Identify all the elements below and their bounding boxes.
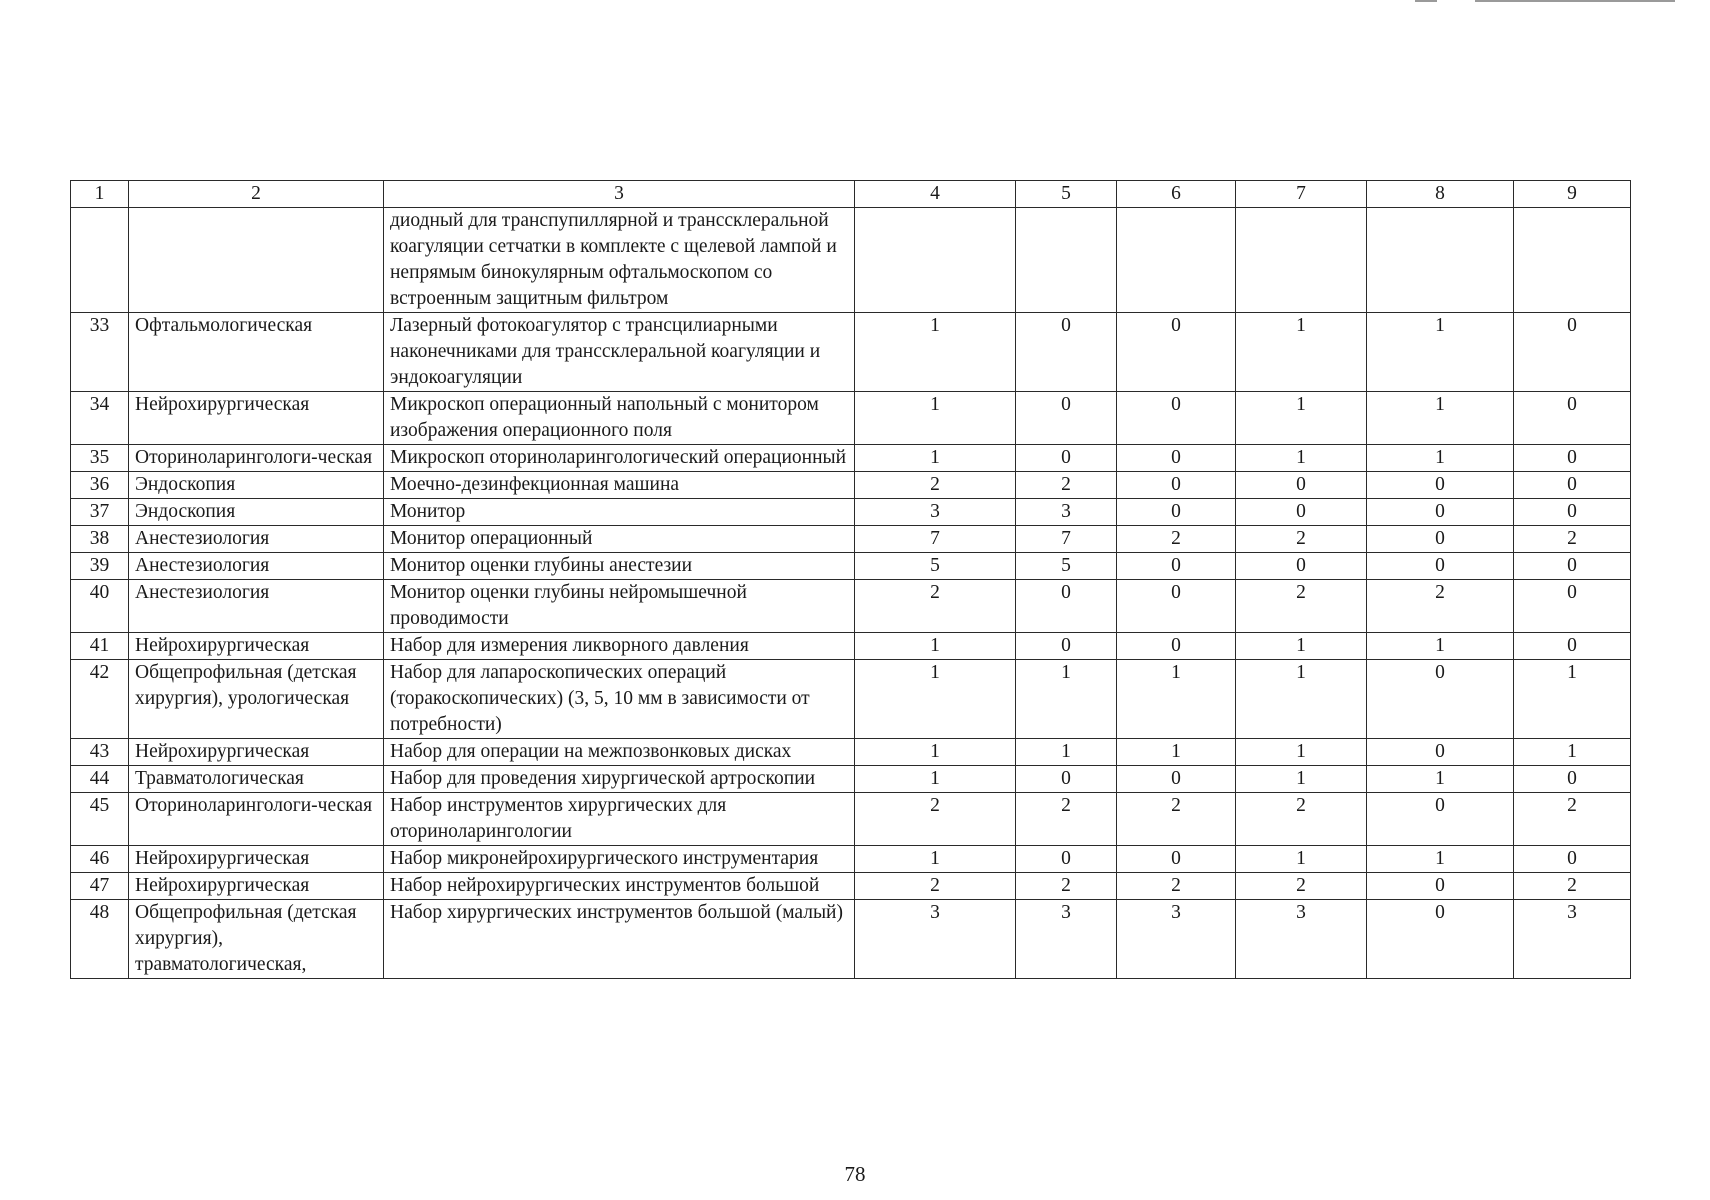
quantity-cell: 1 [855,846,1016,873]
table-row [71,660,1631,739]
equipment-name-cell: Набор хирургических инструментов большой (малый) [384,900,855,979]
quantity-cell: 1 [1236,445,1367,472]
column-number: 1 [71,181,129,208]
department-cell: Анестезиология [129,553,384,580]
column-number: 5 [1016,181,1117,208]
department-cell: Нейрохирургическая [129,392,384,445]
department-cell: Оториноларингологи-ческая [129,793,384,846]
quantity-cell: 1 [1016,739,1117,766]
quantity-cell: 0 [1367,873,1514,900]
quantity-cell: 5 [855,553,1016,580]
column-number: 4 [855,181,1016,208]
table-row [71,553,1631,580]
equipment-name-cell: Монитор оценки глубины анестезии [384,553,855,580]
quantity-cell: 2 [1514,793,1631,846]
column-number: 9 [1514,181,1631,208]
quantity-cell: 0 [1016,633,1117,660]
quantity-cell: 0 [1514,580,1631,633]
quantity-cell: 0 [1016,766,1117,793]
quantity-cell: 0 [1514,392,1631,445]
quantity-cell: 1 [855,313,1016,392]
quantity-cell: 1 [1117,660,1236,739]
quantity-cell: 0 [1117,846,1236,873]
quantity-cell: 2 [1117,793,1236,846]
table-row [71,739,1631,766]
department-cell: Эндоскопия [129,499,384,526]
equipment-name-cell: Набор для проведения хирургической артроскопии [384,766,855,793]
table-row [71,900,1631,979]
quantity-cell: 0 [1117,445,1236,472]
quantity-cell: 1 [855,739,1016,766]
quantity-cell: 3 [1514,900,1631,979]
quantity-cell: 5 [1016,553,1117,580]
column-number: 7 [1236,181,1367,208]
quantity-cell: 1 [855,392,1016,445]
table-row [71,208,1631,313]
row-number: 44 [71,766,129,793]
row-number: 35 [71,445,129,472]
quantity-cell: 0 [1016,580,1117,633]
quantity-cell: 2 [1236,793,1367,846]
row-number: 45 [71,793,129,846]
quantity-cell: 0 [1514,633,1631,660]
quantity-cell: 2 [1117,526,1236,553]
table-row [71,445,1631,472]
quantity-cell: 3 [1016,900,1117,979]
quantity-cell: 2 [1016,793,1117,846]
table-row [71,472,1631,499]
quantity-cell: 0 [1117,580,1236,633]
quantity-cell: 0 [1117,633,1236,660]
column-number: 6 [1117,181,1236,208]
quantity-cell: 1 [1367,846,1514,873]
column-number: 8 [1367,181,1514,208]
quantity-cell: 0 [1117,766,1236,793]
quantity-cell: 3 [1236,900,1367,979]
row-number: 39 [71,553,129,580]
department-cell: Анестезиология [129,580,384,633]
quantity-cell: 2 [1236,580,1367,633]
quantity-cell: 1 [1236,313,1367,392]
row-number: 37 [71,499,129,526]
department-cell: Общепрофильная (детская хирургия), травматологическая, [129,900,384,979]
quantity-cell: 0 [1514,445,1631,472]
quantity-cell: 1 [1236,660,1367,739]
quantity-cell: 2 [855,580,1016,633]
row-number: 34 [71,392,129,445]
quantity-cell: 0 [1117,472,1236,499]
quantity-cell: 0 [1016,313,1117,392]
equipment-name-cell: Лазерный фотокоагулятор с трансцилиарными наконечниками для транссклеральной коагуляции и эндокоагуляции [384,313,855,392]
quantity-cell: 0 [1367,793,1514,846]
quantity-cell: 7 [855,526,1016,553]
department-cell: Нейрохирургическая [129,633,384,660]
row-number: 33 [71,313,129,392]
quantity-cell: 0 [1367,499,1514,526]
equipment-name-cell: Набор нейрохирургических инструментов большой [384,873,855,900]
quantity-cell: 1 [1236,392,1367,445]
table-row [71,846,1631,873]
equipment-name-cell: Монитор [384,499,855,526]
row-number: 46 [71,846,129,873]
department-cell: Анестезиология [129,526,384,553]
quantity-cell: 2 [1016,873,1117,900]
quantity-cell: 0 [1117,313,1236,392]
equipment-name-cell: диодный для транспупиллярной и транссклеральной коагуляции сетчатки в комплекте с щелевой лампой и непрямым бинокулярным офтальмоскопом со встроенным защитным фильтром [384,208,855,313]
equipment-name-cell: Набор для лапароскопических операций (торакоскопических) (3, 5, 10 мм в зависимости от потребности) [384,660,855,739]
quantity-cell: 1 [1016,660,1117,739]
quantity-cell: 2 [1367,580,1514,633]
quantity-cell: 0 [1016,846,1117,873]
quantity-cell: 2 [855,472,1016,499]
column-number: 3 [384,181,855,208]
table-row [71,873,1631,900]
quantity-cell: 0 [1514,499,1631,526]
quantity-cell [1236,208,1367,313]
department-cell: Травматологическая [129,766,384,793]
row-number: 41 [71,633,129,660]
quantity-cell: 1 [855,445,1016,472]
row-number: 38 [71,526,129,553]
quantity-cell: 0 [1367,660,1514,739]
department-cell: Нейрохирургическая [129,873,384,900]
quantity-cell: 3 [855,499,1016,526]
quantity-cell: 0 [1367,739,1514,766]
table-row [71,580,1631,633]
quantity-cell: 2 [855,793,1016,846]
quantity-cell: 2 [855,873,1016,900]
department-cell: Нейрохирургическая [129,846,384,873]
quantity-cell: 3 [1016,499,1117,526]
column-number-row [71,181,1631,208]
equipment-name-cell: Набор микронейрохирургического инструментария [384,846,855,873]
quantity-cell: 1 [1514,660,1631,739]
quantity-cell: 2 [1514,526,1631,553]
department-cell: Эндоскопия [129,472,384,499]
row-number: 47 [71,873,129,900]
table-row [71,766,1631,793]
equipment-name-cell: Моечно-дезинфекционная машина [384,472,855,499]
equipment-name-cell: Набор для измерения ликворного давления [384,633,855,660]
scan-edge-mark [1415,0,1437,2]
quantity-cell: 0 [1514,766,1631,793]
quantity-cell: 2 [1236,526,1367,553]
row-number: 36 [71,472,129,499]
department-cell: Оториноларингологи-ческая [129,445,384,472]
page-number: 78 [844,1162,866,1186]
quantity-cell: 0 [1367,900,1514,979]
quantity-cell: 0 [1236,499,1367,526]
row-number: 48 [71,900,129,979]
department-cell: Общепрофильная (детская хирургия), урологическая [129,660,384,739]
quantity-cell: 1 [1236,846,1367,873]
quantity-cell: 0 [1514,313,1631,392]
equipment-name-cell: Набор инструментов хирургических для оториноларингологии [384,793,855,846]
quantity-cell: 1 [1236,739,1367,766]
quantity-cell: 0 [1117,553,1236,580]
quantity-cell: 1 [1514,739,1631,766]
equipment-name-cell: Монитор оценки глубины нейромышечной проводимости [384,580,855,633]
quantity-cell: 2 [1117,873,1236,900]
quantity-cell: 0 [1367,553,1514,580]
row-number [71,208,129,313]
equipment-table [70,180,1631,979]
quantity-cell: 0 [1514,846,1631,873]
quantity-cell: 0 [1117,499,1236,526]
equipment-name-cell: Микроскоп оториноларингологический операционный [384,445,855,472]
quantity-cell: 0 [1117,392,1236,445]
row-number: 42 [71,660,129,739]
table-row [71,313,1631,392]
table-row [71,633,1631,660]
equipment-name-cell: Набор для операции на межпозвонковых дисках [384,739,855,766]
quantity-cell: 7 [1016,526,1117,553]
equipment-name-cell: Микроскоп операционный напольный с монитором изображения операционного поля [384,392,855,445]
table-row [71,392,1631,445]
quantity-cell: 1 [1367,392,1514,445]
quantity-cell: 0 [1514,472,1631,499]
row-number: 40 [71,580,129,633]
quantity-cell: 1 [855,660,1016,739]
quantity-cell: 0 [1367,526,1514,553]
table-row [71,793,1631,846]
quantity-cell: 0 [1367,472,1514,499]
quantity-cell: 0 [1514,553,1631,580]
quantity-cell [1016,208,1117,313]
quantity-cell: 0 [1236,553,1367,580]
quantity-cell [855,208,1016,313]
quantity-cell: 1 [1236,766,1367,793]
quantity-cell: 2 [1236,873,1367,900]
quantity-cell [1117,208,1236,313]
row-number: 43 [71,739,129,766]
quantity-cell: 2 [1514,873,1631,900]
quantity-cell: 1 [855,766,1016,793]
table-row [71,526,1631,553]
quantity-cell: 1 [1367,313,1514,392]
table-row [71,499,1631,526]
quantity-cell: 1 [855,633,1016,660]
quantity-cell: 0 [1016,392,1117,445]
department-cell: Офтальмологическая [129,313,384,392]
equipment-name-cell: Монитор операционный [384,526,855,553]
quantity-cell: 3 [1117,900,1236,979]
scan-edge-mark [1475,0,1675,2]
quantity-cell: 0 [1236,472,1367,499]
quantity-cell: 2 [1016,472,1117,499]
quantity-cell: 1 [1367,766,1514,793]
quantity-cell [1514,208,1631,313]
quantity-cell [1367,208,1514,313]
department-cell [129,208,384,313]
quantity-cell: 3 [855,900,1016,979]
quantity-cell: 1 [1117,739,1236,766]
department-cell: Нейрохирургическая [129,739,384,766]
quantity-cell: 0 [1016,445,1117,472]
quantity-cell: 1 [1236,633,1367,660]
quantity-cell: 1 [1367,633,1514,660]
quantity-cell: 1 [1367,445,1514,472]
column-number: 2 [129,181,384,208]
